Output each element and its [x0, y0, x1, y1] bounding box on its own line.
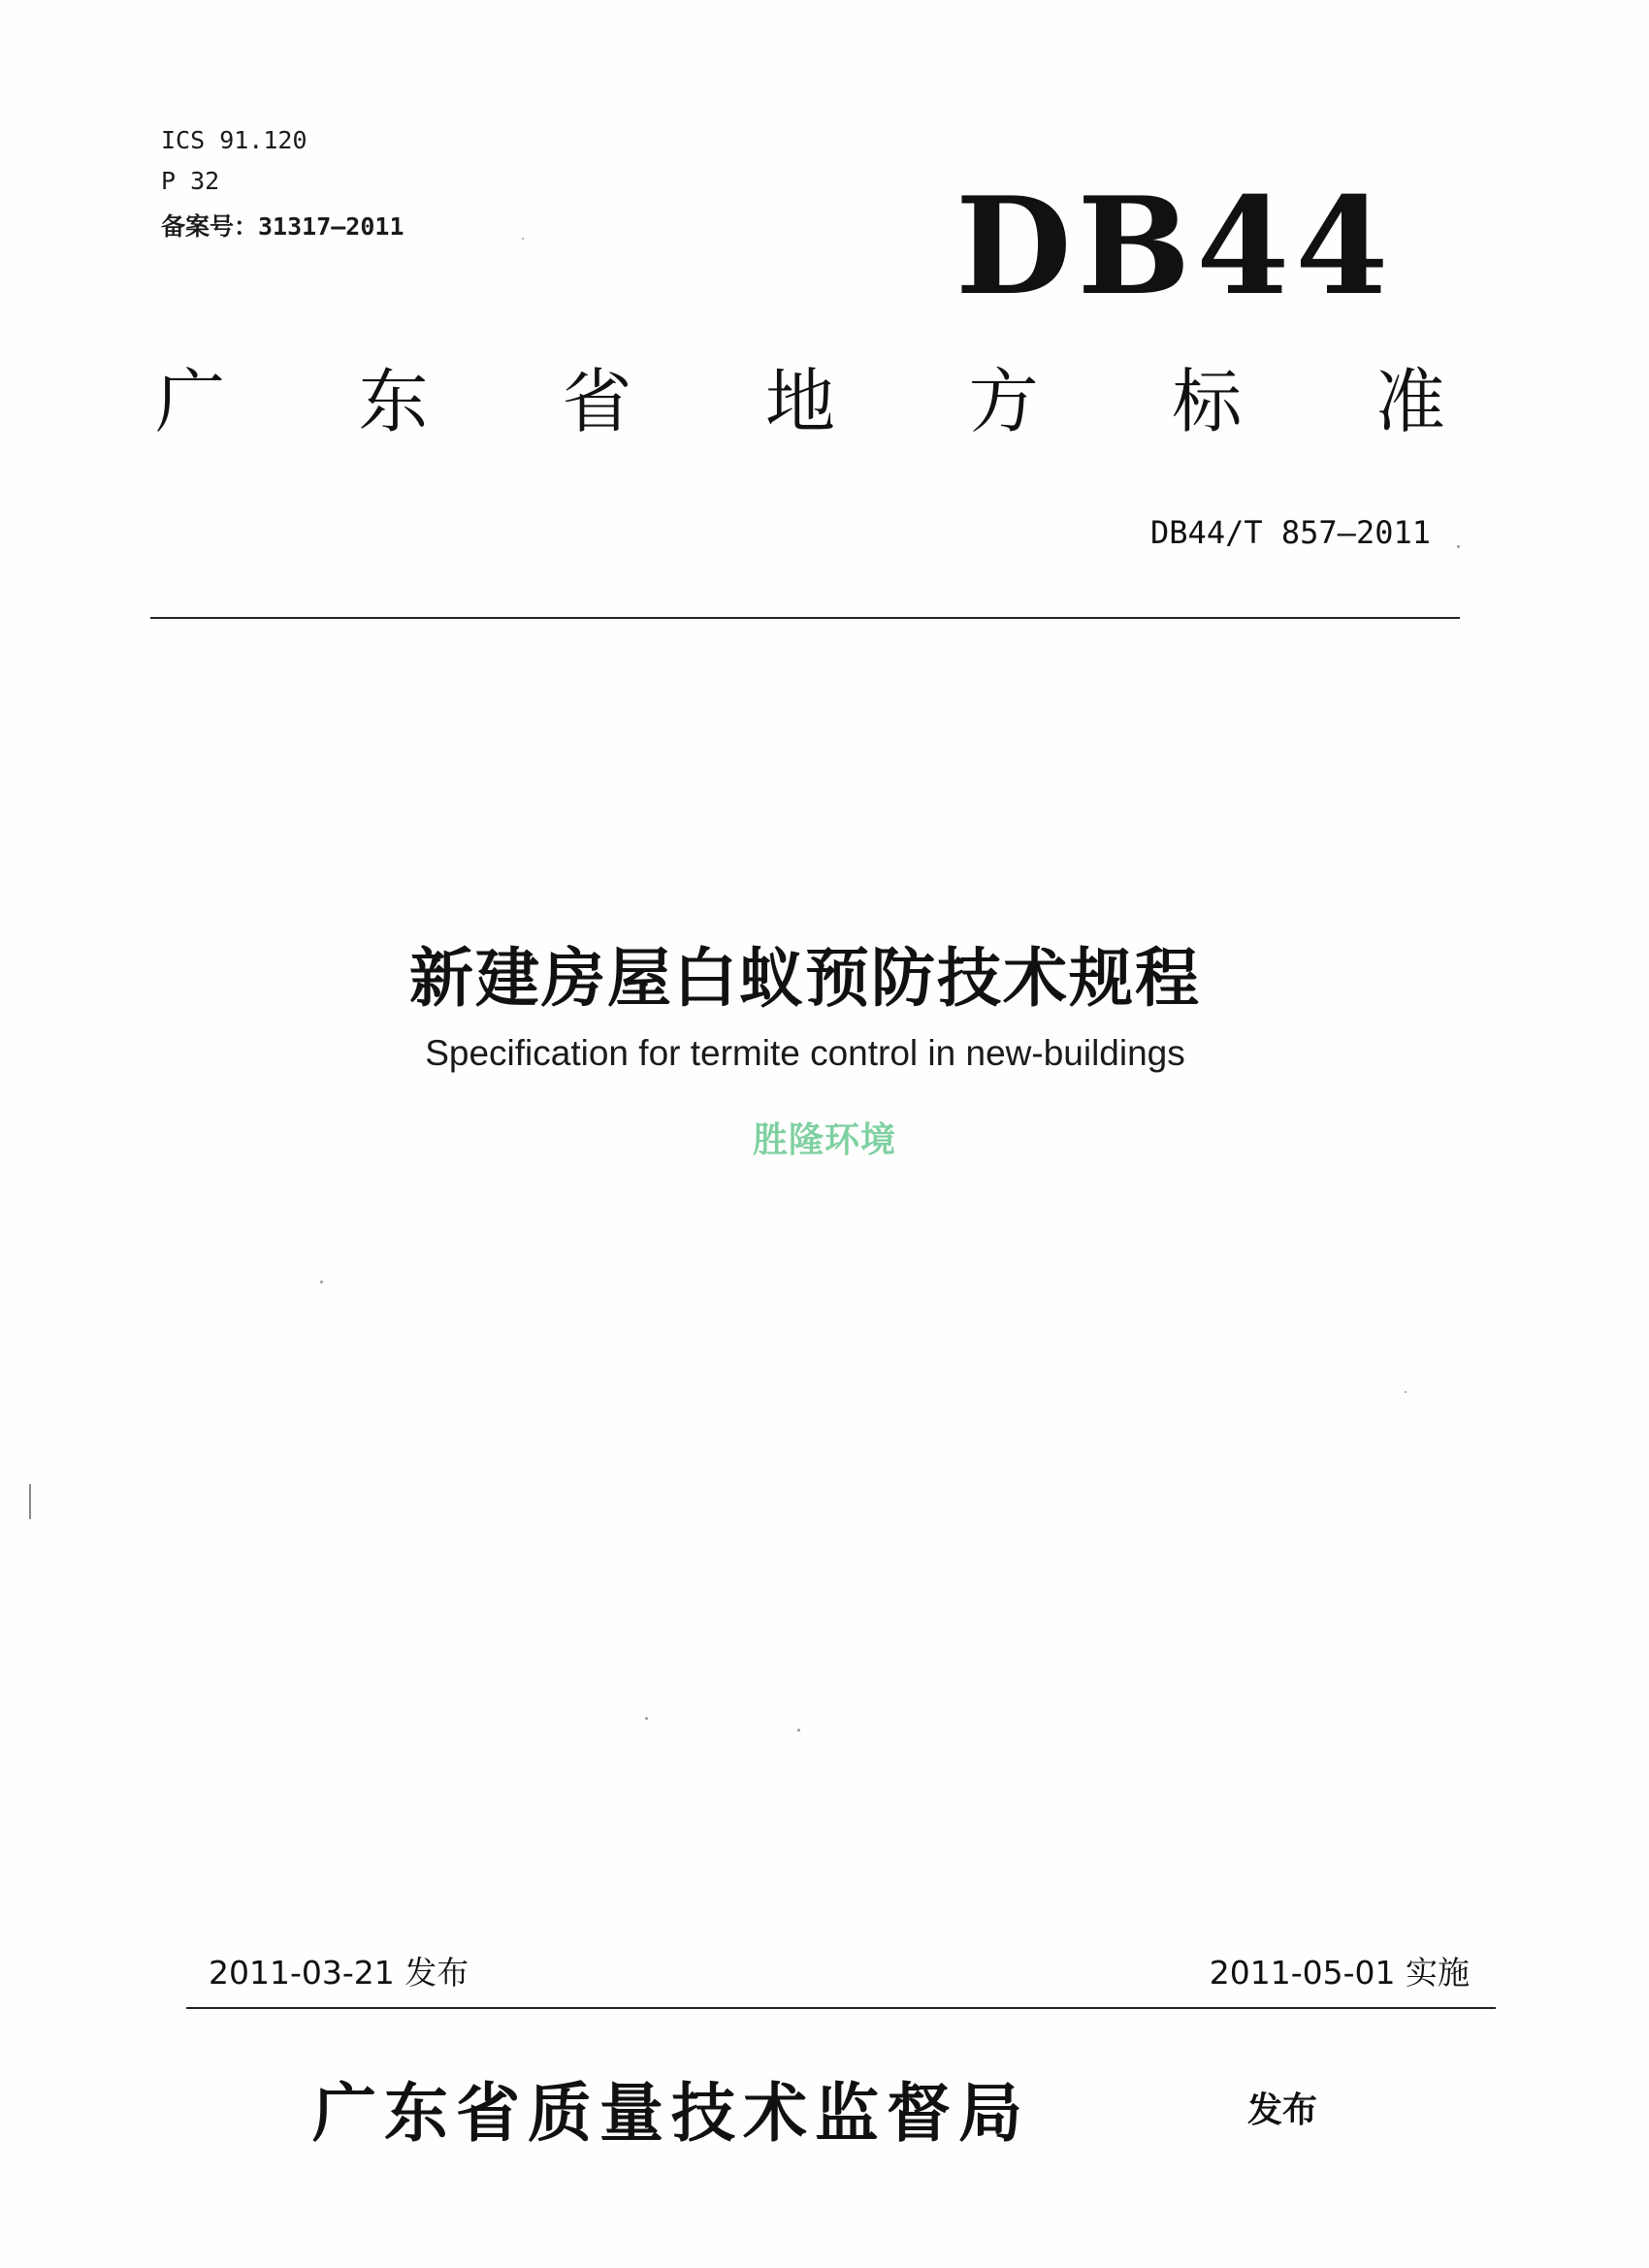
standard-type-char: 省 — [562, 361, 632, 442]
db44-logo: DB44 — [955, 167, 1395, 325]
top-divider — [150, 617, 1460, 619]
standard-type-char: 东 — [358, 361, 429, 442]
standard-number: DB44/T 857—2011 — [1150, 514, 1431, 551]
scan-speck — [522, 238, 524, 240]
issuer-suffix: 发布 — [1247, 2090, 1318, 2130]
scan-speck — [1457, 545, 1460, 548]
scan-speck — [320, 1280, 323, 1283]
classification-code: P 32 — [161, 167, 220, 195]
standard-type-char: 准 — [1374, 361, 1445, 442]
scan-speck — [1405, 1391, 1406, 1393]
scan-speck — [797, 1729, 800, 1732]
standard-type-char: 广 — [155, 361, 226, 442]
standard-type-heading — [155, 361, 1445, 442]
implementation-date: 2011-05-01 实施 — [1209, 1954, 1470, 1992]
issue-date: 2011-03-21 发布 — [209, 1954, 469, 1992]
title-chinese: 新建房屋白蚁预防技术规程 — [409, 941, 1201, 1016]
watermark-text: 胜隆环境 — [752, 1120, 896, 1160]
title-english: Specification for termite control in new-buildings — [425, 1033, 1185, 1073]
scan-speck — [645, 1717, 648, 1720]
record-number: 备案号：31317—2011 — [161, 212, 404, 241]
standard-type-char: 方 — [968, 361, 1039, 442]
scan-edge-mark — [29, 1484, 31, 1519]
issuer-name: 广东省质量技术监督局 — [312, 2075, 1030, 2151]
bottom-divider — [186, 2007, 1496, 2009]
ics-code: ICS 91.120 — [161, 126, 307, 154]
standard-type-char: 地 — [764, 361, 835, 442]
standard-type-char: 标 — [1172, 361, 1243, 442]
